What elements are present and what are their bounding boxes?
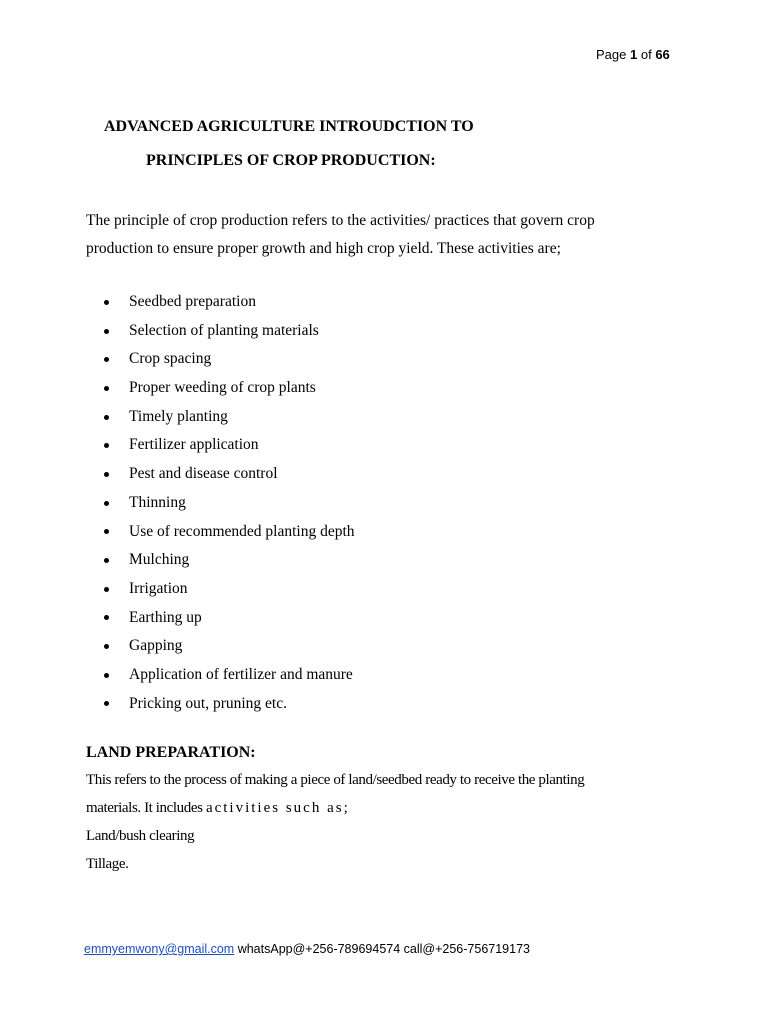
list-item-text: Mulching bbox=[129, 551, 190, 569]
list-item-text: Fertilizer application bbox=[129, 436, 259, 454]
page-current: 1 bbox=[630, 47, 638, 62]
bullet-icon bbox=[104, 701, 109, 706]
bullet-icon bbox=[104, 558, 109, 563]
list-item bbox=[104, 345, 355, 374]
list-item bbox=[104, 374, 355, 403]
bullet-icon bbox=[104, 415, 109, 420]
section-heading-land-preparation: LAND PREPARATION: bbox=[86, 744, 256, 761]
list-item-text: Timely planting bbox=[129, 407, 228, 425]
bullet-icon bbox=[104, 501, 109, 506]
section-line-2-end: activities such as; bbox=[205, 800, 350, 816]
email-link[interactable]: emmyemwony@gmail.com bbox=[84, 942, 235, 956]
list-item-text: Seedbed preparation bbox=[129, 293, 256, 310]
list-item bbox=[104, 632, 355, 661]
list-item bbox=[104, 460, 355, 489]
list-item bbox=[104, 661, 355, 690]
list-item-text: Crop spacing bbox=[129, 350, 212, 368]
document-title-line-2: PRINCIPLES OF CROP PRODUCTION: bbox=[146, 152, 436, 169]
bullet-icon bbox=[104, 386, 109, 391]
list-item-text: Use of recommended planting depth bbox=[129, 522, 355, 540]
list-item-text: Gapping bbox=[129, 637, 183, 655]
page-prefix: Page bbox=[596, 47, 627, 62]
list-item-text: Pricking out, pruning etc. bbox=[129, 694, 287, 712]
list-item bbox=[104, 403, 355, 432]
intro-paragraph bbox=[86, 207, 686, 263]
intro-line-1: The principle of crop production refers to the activities/ practices that govern crop bbox=[86, 212, 595, 229]
bullet-icon bbox=[104, 357, 109, 362]
bullet-icon bbox=[104, 472, 109, 477]
intro-line-2: production to ensure proper growth and high crop yield. These activities are; bbox=[86, 240, 561, 257]
page-number bbox=[596, 47, 670, 62]
list-item-text: Selection of planting materials bbox=[129, 321, 319, 339]
bullet-icon bbox=[104, 300, 109, 305]
document-title-line-1: ADVANCED AGRICULTURE INTROUDCTION TO bbox=[104, 118, 474, 135]
list-item bbox=[104, 546, 355, 575]
bullet-icon bbox=[104, 329, 109, 334]
contact-numbers: whatsApp@+256-789694574 call@+256-756719173 bbox=[234, 942, 530, 956]
page-of: of bbox=[640, 47, 652, 62]
list-item-text: Earthing up bbox=[129, 608, 202, 626]
list-item bbox=[104, 317, 355, 346]
bullet-icon bbox=[104, 587, 109, 592]
list-item bbox=[104, 489, 355, 518]
section-line-4: Tillage. bbox=[86, 856, 129, 872]
footer-contact bbox=[84, 942, 530, 956]
list-item-text: Proper weeding of crop plants bbox=[129, 379, 316, 397]
bullet-icon bbox=[104, 644, 109, 649]
section-line-2 bbox=[86, 800, 350, 817]
section-line-1: This refers to the process of making a piece of land/seedbed ready to receive the planting bbox=[86, 772, 585, 788]
list-item-text: Thinning bbox=[129, 493, 186, 511]
list-item bbox=[104, 690, 355, 719]
list-item bbox=[104, 431, 355, 460]
list-item-text: Application of fertilizer and manure bbox=[129, 665, 353, 683]
bullet-icon bbox=[104, 443, 109, 448]
bullet-icon bbox=[104, 615, 109, 620]
bullet-icon bbox=[104, 673, 109, 678]
activities-list bbox=[104, 288, 355, 718]
section-line-3: Land/bush clearing bbox=[86, 828, 195, 844]
bullet-icon bbox=[104, 529, 109, 534]
list-item bbox=[104, 288, 355, 317]
list-item bbox=[104, 604, 355, 633]
list-item bbox=[104, 575, 355, 604]
list-item bbox=[104, 518, 355, 547]
list-item-text: Pest and disease control bbox=[129, 465, 278, 483]
section-line-2-start: materials. It includes bbox=[86, 800, 206, 816]
page-total: 66 bbox=[655, 47, 670, 62]
list-item-text: Irrigation bbox=[129, 579, 188, 597]
